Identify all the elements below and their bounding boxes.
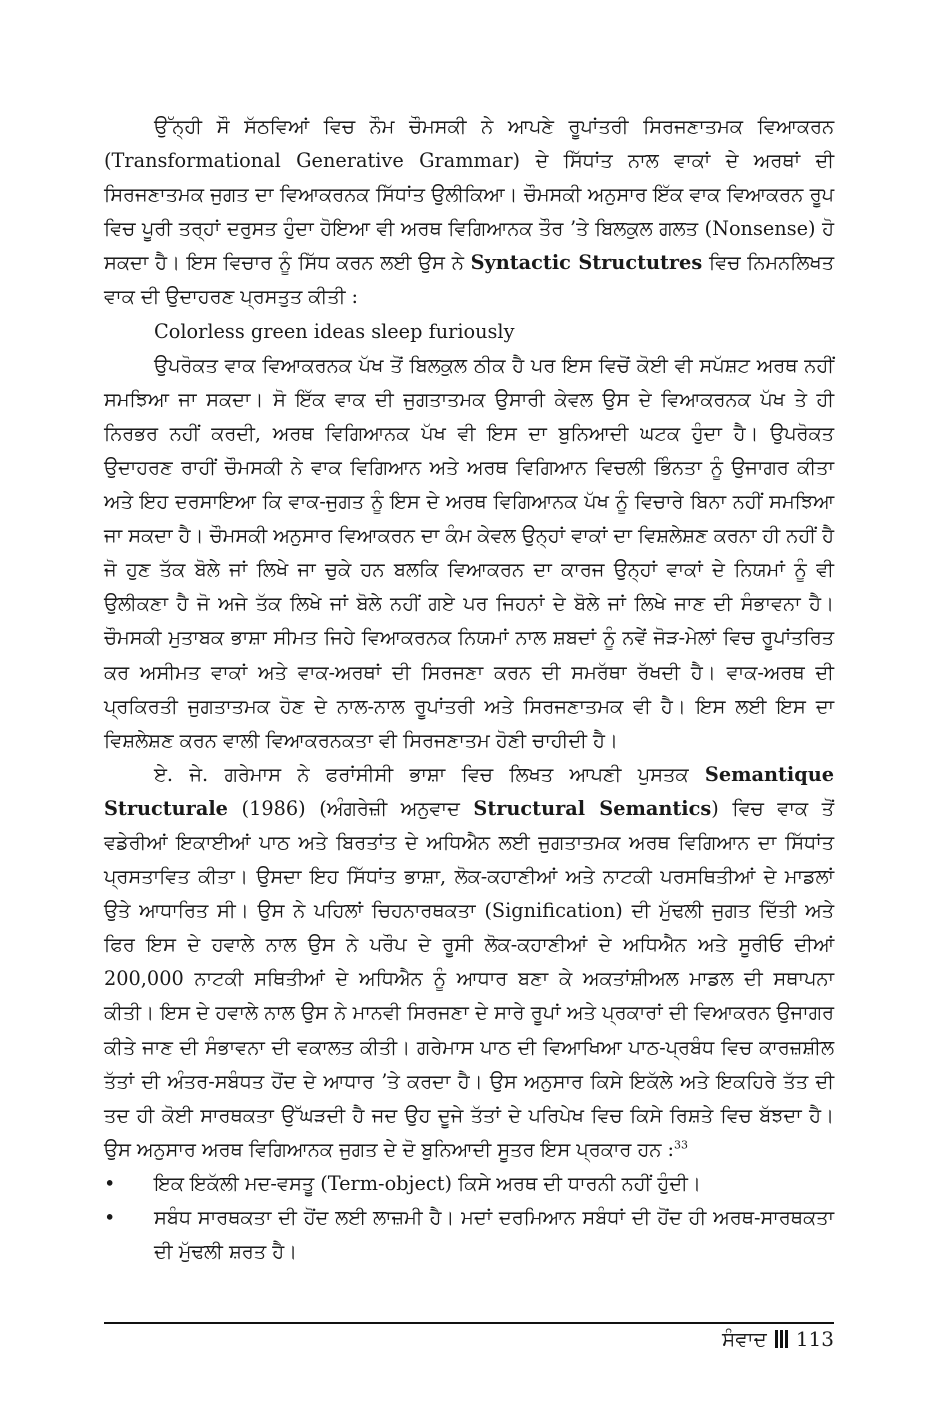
page-footer (722, 1327, 834, 1351)
list-item-text: ਇਕ ਇਕੱਲੀ ਮਦ-ਵਸਤੂ (Term-object) ਕਿਸੇ ਅਰਥ ਦੀ ਧਾਰਨੀ ਨਹੀਂ ਹੁੰਦੀ। (154, 1171, 701, 1195)
paragraph-chomsky-intro (104, 110, 834, 315)
list-item (104, 1201, 834, 1269)
book-title-semantique-structurale: Semantique Structurale (104, 762, 834, 820)
bullet-icon: • (104, 1206, 116, 1229)
footer-divider (104, 1322, 834, 1324)
separator-bars-icon (775, 1329, 788, 1349)
example-sentence: Colorless green ideas sleep furiously (154, 319, 515, 343)
running-title: ਸੰਵਾਦ (722, 1327, 767, 1351)
page-number: 113 (795, 1327, 834, 1351)
paragraph-text: ਏ. ਜੇ. ਗਰੇਮਾਸ ਨੇ ਫਰਾਂਸੀਸੀ ਭਾਸ਼ਾ ਵਿਚ ਲਿਖਤ ਆਪਣੀ ਪੁਸਤਕ (154, 762, 705, 786)
book-title-structural-semantics: Structural Semantics (473, 796, 712, 820)
list-item (104, 1167, 834, 1201)
paragraph-greimas (104, 758, 834, 1167)
paragraph-text: ਵਿਚ ਨਿਮਨਲਿਖਤ ਵਾਕ ਦੀ ਉਦਾਹਰਣ ਪ੍ਰਸਤੁਤ ਕੀਤੀ : (104, 251, 834, 309)
list-item-text: ਸਬੰਧ ਸਾਰਥਕਤਾ ਦੀ ਹੋਂਦ ਲਈ ਲਾਜ਼ਮੀ ਹੈ। ਮਦਾਂ ਦਰਮਿਆਨ ਸਬੰਧਾਂ ਦੀ ਹੋਂਦ ਹੀ ਅਰਥ-ਸਾਰਥਕਤਾ ਦੀ ਮੁੱਢਲੀ ਸ਼ਰਤ ਹੈ। (154, 1206, 834, 1264)
footnote-marker: 33 (673, 1138, 688, 1152)
bullet-icon: • (104, 1171, 116, 1195)
book-title-syntactic-structures: Syntactic Structutres (470, 251, 703, 275)
paragraph-text: (1986) (ਅੰਗਰੇਜ਼ੀ ਅਨੁਵਾਦ (227, 796, 474, 820)
paragraph-text: ਉੱਨ੍ਹੀ ਸੌ ਸੱਠਵਿਆਂ ਵਿਚ ਨੌਮ ਚੌਮਸਕੀ ਨੇ ਆਪਣੇ ਰੂਪਾਂਤਰੀ ਸਿਰਜਣਾਤਮਕ ਵਿਆਕਰਨ (Transformational Generative Grammar) ਦੇ ਸਿੱਧਾਂਤ ਨਾਲ ਵਾਕਾਂ ਦੇ ਅਰਥਾਂ ਦੀ ਸਿਰਜਣਾਤਮਕ ਜੁਗਤ ਦਾ ਵਿਆਕਰਨਕ ਸਿੱਧਾਂਤ ਉਲੀਕਿਆ। ਚੌਮਸਕੀ ਅਨੁਸਾਰ ਇੱਕ ਵਾਕ ਵਿਆਕਰਨ ਰੂਪ ਵਿਚ ਪੂਰੀ ਤਰ੍ਹਾਂ ਦਰੁਸਤ ਹੁੰਦਾ ਹੋਇਆ ਵੀ ਅਰਥ ਵਿਗਿਆਨਕ ਤੌਰ ’ਤੇ ਬਿਲਕੁਲ ਗਲਤ (Nonsense) ਹੋ ਸਕਦਾ ਹੈ। ਇਸ ਵਿਚਾਰ ਨੂੰ ਸਿੱਧ ਕਰਨ ਲਈ ਉਸ ਨੇ (104, 115, 834, 275)
bullet-list (104, 1167, 834, 1269)
paragraph-chomsky-analysis: ਉਪਰੋਕਤ ਵਾਕ ਵਿਆਕਰਨਕ ਪੱਖ ਤੋਂ ਬਿਲਕੁਲ ਠੀਕ ਹੈ ਪਰ ਇਸ ਵਿਚੋਂ ਕੋਈ ਵੀ ਸਪੱਸ਼ਟ ਅਰਥ ਨਹੀਂ ਸਮਝਿਆ ਜਾ ਸਕਦਾ। ਸੋ ਇੱਕ ਵਾਕ ਦੀ ਜੁਗਤਾਤਮਕ ਉਸਾਰੀ ਕੇਵਲ ਉਸ ਦੇ ਵਿਆਕਰਨਕ ਪੱਖ ਤੇ ਹੀ ਨਿਰਭਰ ਨਹੀਂ ਕਰਦੀ, ਅਰਥ ਵਿਗਿਆਨਕ ਪੱਖ ਵੀ ਇਸ ਦਾ ਬੁਨਿਆਦੀ ਘਟਕ ਹੁੰਦਾ ਹੈ। ਉਪਰੋਕਤ ਉਦਾਹਰਣ ਰਾਹੀਂ ਚੌਮਸਕੀ ਨੇ ਵਾਕ ਵਿਗਿਆਨ ਅਤੇ ਅਰਥ ਵਿਗਿਆਨ ਵਿਚਲੀ ਭਿੰਨਤਾ ਨੂੰ ਉਜਾਗਰ ਕੀਤਾ ਅਤੇ ਇਹ ਦਰਸਾਇਆ ਕਿ ਵਾਕ-ਜੁਗਤ ਨੂੰ ਇਸ ਦੇ ਅਰਥ ਵਿਗਿਆਨਕ ਪੱਖ ਨੂੰ ਵਿਚਾਰੇ ਬਿਨਾ ਨਹੀਂ ਸਮਝਿਆ ਜਾ ਸਕਦਾ ਹੈ। ਚੌਮਸਕੀ ਅਨੁਸਾਰ ਵਿਆਕਰਨ ਦਾ ਕੰਮ ਕੇਵਲ ਉਨ੍ਹਾਂ ਵਾਕਾਂ ਦਾ ਵਿਸ਼ਲੇਸ਼ਣ ਕਰਨਾ ਹੀ ਨਹੀਂ ਹੈ ਜੋ ਹੁਣ ਤੱਕ ਬੋਲੇ ਜਾਂ ਲਿਖੇ ਜਾ ਚੁਕੇ ਹਨ ਬਲਕਿ ਵਿਆਕਰਨ ਦਾ ਕਾਰਜ ਉਨ੍ਹਾਂ ਵਾਕਾਂ ਦੇ ਨਿਯਮਾਂ ਨੂੰ ਵੀ ਉਲੀਕਣਾ ਹੈ ਜੋ ਅਜੇ ਤੱਕ ਲਿਖੇ ਜਾਂ ਬੋਲੇ ਨਹੀਂ ਗਏ ਪਰ ਜਿਹਨਾਂ ਦੇ ਬੋਲੇ ਜਾਂ ਲਿਖੇ ਜਾਣ ਦੀ ਸੰਭਾਵਨਾ ਹੈ। ਚੌਮਸਕੀ ਮੁਤਾਬਕ ਭਾਸ਼ਾ ਸੀਮਤ ਜਿਹੇ ਵਿਆਕਰਨਕ ਨਿਯਮਾਂ ਨਾਲ ਸ਼ਬਦਾਂ ਨੂੰ ਨਵੇਂ ਜੋੜ-ਮੇਲਾਂ ਵਿਚ ਰੂਪਾਂਤਰਿਤ ਕਰ ਅਸੀਮਤ ਵਾਕਾਂ ਅਤੇ ਵਾਕ-ਅਰਥਾਂ ਦੀ ਸਿਰਜਣਾ ਕਰਨ ਦੀ ਸਮਰੱਥਾ ਰੱਖਦੀ ਹੈ। ਵਾਕ-ਅਰਥ ਦੀ ਪ੍ਰਕਿਰਤੀ ਜੁਗਤਾਤਮਕ ਹੋਣ ਦੇ ਨਾਲ-ਨਾਲ ਰੂਪਾਂਤਰੀ ਅਤੇ ਸਿਰਜਣਾਤਮਕ ਵੀ ਹੈ। ਇਸ ਲਈ ਇਸ ਦਾ ਵਿਸ਼ਲੇਸ਼ਣ ਕਰਨ ਵਾਲੀ ਵਿਆਕਰਨਕਤਾ ਵੀ ਸਿਰਜਣਾਤਮ ਹੋਣੀ ਚਾਹੀਦੀ ਹੈ। (104, 353, 834, 752)
page-body (104, 110, 834, 1269)
paragraph-text: ) ਵਿਚ ਵਾਕ ਤੋਂ ਵਡੇਰੀਆਂ ਇਕਾਈਆਂ ਪਾਠ ਅਤੇ ਬਿਰਤਾਂਤ ਦੇ ਅਧਿਐਨ ਲਈ ਜੁਗਤਾਤਮਕ ਅਰਥ ਵਿਗਿਆਨ ਦਾ ਸਿੱਧਾਂਤ ਪ੍ਰਸਤਾਵਿਤ ਕੀਤਾ। ਉਸਦਾ ਇਹ ਸਿੱਧਾਂਤ ਭਾਸ਼ਾ, ਲੋਕ-ਕਹਾਣੀਆਂ ਅਤੇ ਨਾਟਕੀ ਪਰਸਥਿਤੀਆਂ ਦੇ ਮਾਡਲਾਂ ਉਤੇ ਆਧਾਰਿਤ ਸੀ। ਉਸ ਨੇ ਪਹਿਲਾਂ ਚਿਹਨਾਰਥਕਤਾ (Signification) ਦੀ ਮੁੱਢਲੀ ਜੁਗਤ ਦਿੱਤੀ ਅਤੇ ਫਿਰ ਇਸ ਦੇ ਹਵਾਲੇ ਨਾਲ ਉਸ ਨੇ ਪਰੌਪ ਦੇ ਰੂਸੀ ਲੋਕ-ਕਹਾਣੀਆਂ ਦੇ ਅਧਿਐਨ ਅਤੇ ਸੂਰੀਓ ਦੀਆਂ 200,000 ਨਾਟਕੀ ਸਥਿਤੀਆਂ ਦੇ ਅਧਿਐਨ ਨੂੰ ਆਧਾਰ ਬਣਾ ਕੇ ਅਕਤਾਂਸ਼ੀਅਲ ਮਾਡਲ ਦੀ ਸਥਾਪਨਾ ਕੀਤੀ। ਇਸ ਦੇ ਹਵਾਲੇ ਨਾਲ ਉਸ ਨੇ ਮਾਨਵੀ ਸਿਰਜਣਾ ਦੇ ਸਾਰੇ ਰੂਪਾਂ ਅਤੇ ਪ੍ਰਕਾਰਾਂ ਦੀ ਵਿਆਕਰਨ ਉਜਾਗਰ ਕੀਤੇ ਜਾਣ ਦੀ ਸੰਭਾਵਨਾ ਦੀ ਵਕਾਲਤ ਕੀਤੀ। ਗਰੇਮਾਸ ਪਾਠ ਦੀ ਵਿਆਖਿਆ ਪਾਠ-ਪ੍ਰਬੰਧ ਵਿਚ ਕਾਰਜ਼ਸ਼ੀਲ ਤੱਤਾਂ ਦੀ ਅੰਤਰ-ਸਬੰਧਤ ਹੋਂਦ ਦੇ ਆਧਾਰ ’ਤੇ ਕਰਦਾ ਹੈ। ਉਸ ਅਨੁਸਾਰ ਕਿਸੇ ਇਕੱਲੇ ਅਤੇ ਇਕਹਿਰੇ ਤੱਤ ਦੀ ਤਦ ਹੀ ਕੋਈ ਸਾਰਥਕਤਾ ਉੱਘੜਦੀ ਹੈ ਜਦ ਉਹ ਦੂਜੇ ਤੱਤਾਂ ਦੇ ਪਰਿਪੇਖ ਵਿਚ ਕਿਸੇ ਰਿਸ਼ਤੇ ਵਿਚ ਬੱਝਦਾ ਹੈ। ਉਸ ਅਨੁਸਾਰ ਅਰਥ ਵਿਗਿਆਨਕ ਜੁਗਤ ਦੇ ਦੋ ਬੁਨਿਆਦੀ ਸੂਤਰ ਇਸ ਪ੍ਰਕਾਰ ਹਨ : (104, 796, 835, 1161)
